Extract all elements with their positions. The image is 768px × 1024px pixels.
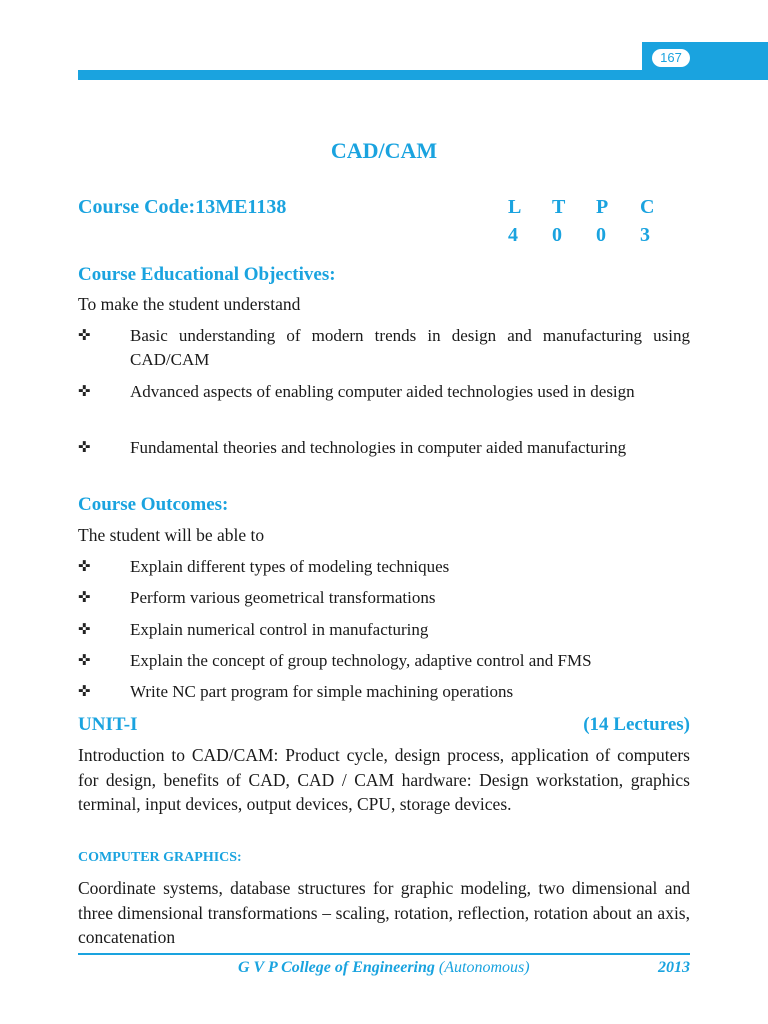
unit-body: Introduction to CAD/CAM: Product cycle, design process, application of computers for design, benefits of CAD, CAD / CAM hardware: Design workstation, graphics terminal, input devices, output devices, CPU, storage devices.: [78, 745, 690, 814]
unit-header: [78, 714, 690, 736]
footer-college: [238, 959, 530, 977]
objective-text: Fundamental theories and technologies in computer aided manufacturing: [130, 438, 627, 457]
objectives-heading: Course Educational Objectives:: [78, 264, 336, 285]
college-name: G V P College of Engineering: [238, 959, 435, 976]
bullet-icon: ✜: [78, 590, 91, 606]
bullet-icon: ✜: [78, 440, 91, 456]
ltpc-values: [508, 224, 684, 247]
section-subheading: COMPUTER GRAPHICS:: [78, 850, 242, 865]
outcomes-intro: The student will be able to: [78, 525, 265, 545]
ltpc-value-t: 0: [552, 224, 562, 246]
page-title: CAD/CAM: [330, 138, 438, 163]
unit-lectures: (14 Lectures): [583, 714, 690, 735]
outcome-text: Explain the concept of group technology, adaptive control and FMS: [130, 651, 592, 670]
bullet-icon: ✜: [78, 559, 91, 575]
objective-text: Basic understanding of modern trends in design and manufacturing using CAD/CAM: [130, 326, 690, 369]
ltpc-value-c: 3: [640, 224, 650, 246]
bullet-icon: ✜: [78, 684, 91, 700]
footer-rule: [78, 953, 690, 955]
outcomes-heading: Course Outcomes:: [78, 494, 229, 515]
bullet-icon: ✜: [78, 653, 91, 669]
college-status: (Autonomous): [438, 959, 530, 976]
course-code: Course Code:13ME1138: [78, 196, 287, 218]
ltpc-label-p: P: [596, 196, 609, 218]
ltpc-value-p: 0: [596, 224, 606, 246]
objectives-intro: To make the student understand: [78, 294, 301, 314]
ltpc-label-l: L: [508, 196, 522, 218]
outcome-text: Explain different types of modeling techniques: [130, 557, 450, 576]
objective-text: Advanced aspects of enabling computer aided technologies used in design: [130, 382, 635, 401]
ltpc-labels: [508, 196, 684, 219]
section-body: Coordinate systems, database structures for graphic modeling, two dimensional and three dimensional transformations – scaling, rotation, reflection, rotation about an axis, concatenation: [78, 878, 690, 947]
ltpc-value-l: 4: [508, 224, 518, 246]
outcome-text: Perform various geometrical transformations: [130, 588, 436, 607]
outcome-text: Explain numerical control in manufacturing: [130, 620, 429, 639]
bullet-icon: ✜: [78, 384, 91, 400]
page-number: 167: [652, 49, 690, 67]
footer-year: 2013: [658, 959, 690, 976]
bullet-icon: ✜: [78, 328, 91, 344]
ltpc-label-c: C: [640, 196, 655, 218]
outcome-text: Write NC part program for simple machining operations: [130, 682, 514, 701]
bullet-icon: ✜: [78, 622, 91, 638]
ltpc-label-t: T: [552, 196, 566, 218]
unit-title: UNIT-I: [78, 714, 138, 735]
